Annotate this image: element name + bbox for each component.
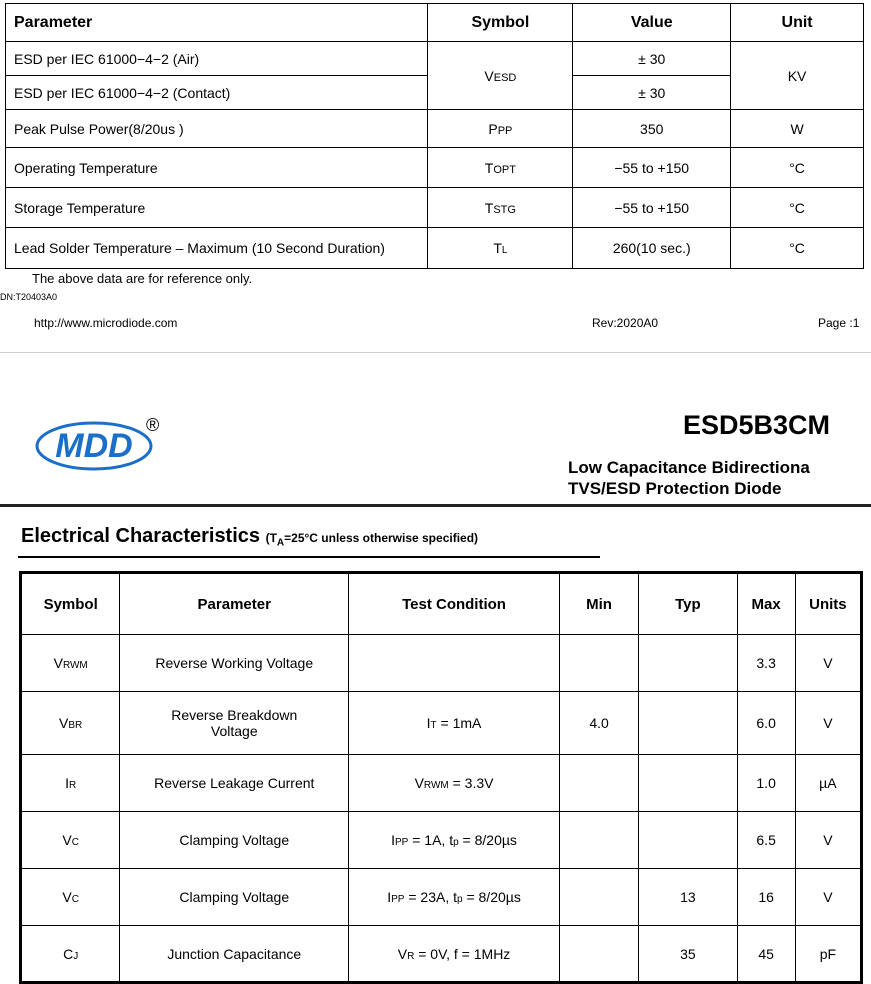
unit-cell: W xyxy=(731,110,864,148)
parameter-cell: Junction Capacitance xyxy=(120,926,349,983)
parameter-cell: Reverse Leakage Current xyxy=(120,755,349,812)
unit-cell: pF xyxy=(795,926,861,983)
typ-cell xyxy=(639,692,737,755)
value-cell: 350 xyxy=(573,110,731,148)
unit-cell: °C xyxy=(731,228,864,269)
page-number: Page :1 xyxy=(818,316,860,330)
parameter-cell: Clamping Voltage xyxy=(120,812,349,869)
test-cell: VR = 0V, f = 1MHz xyxy=(349,926,560,983)
symbol-cell: VC xyxy=(21,812,120,869)
max-cell: 6.5 xyxy=(737,812,795,869)
symbol-cell: PPP xyxy=(428,110,573,148)
max-cell: 1.0 xyxy=(737,755,795,812)
section-underline xyxy=(18,556,600,558)
unit-cell: KV xyxy=(731,42,864,110)
product-subtitle-2: TVS/ESD Protection Diode xyxy=(568,479,782,498)
typ-cell: 35 xyxy=(639,926,737,983)
registered-mark: ® xyxy=(146,415,160,435)
ratings-table xyxy=(5,3,864,269)
symbol-cell: VESD xyxy=(428,42,573,110)
value-cell: 260(10 sec.) xyxy=(573,228,731,269)
max-cell: 16 xyxy=(737,869,795,926)
test-cell: IPP = 1A, tp = 8/20µs xyxy=(349,812,560,869)
part-number-title: ESD5B3CM xyxy=(683,410,831,440)
param-cell: Peak Pulse Power(8/20us ) xyxy=(6,110,428,148)
param-cell: Storage Temperature xyxy=(6,188,428,228)
unit-cell: V xyxy=(795,635,861,692)
header-units: Units xyxy=(795,573,861,635)
mdd-logo xyxy=(34,420,154,477)
max-cell: 45 xyxy=(737,926,795,983)
unit-cell: µA xyxy=(795,755,861,812)
value-cell: ± 30 xyxy=(573,42,731,76)
symbol-cell: VRWM xyxy=(21,635,120,692)
symbol-cell: IR xyxy=(21,755,120,812)
symbol-cell: TOPT xyxy=(428,148,573,188)
table-header-row xyxy=(21,573,862,635)
unit-cell: V xyxy=(795,869,861,926)
symbol-cell: TSTG xyxy=(428,188,573,228)
table-row xyxy=(21,869,862,926)
revision: Rev:2020A0 xyxy=(592,316,659,330)
min-cell: 4.0 xyxy=(559,692,638,755)
value-cell: −55 to +150 xyxy=(573,188,731,228)
svg-text:MDD: MDD xyxy=(55,427,133,465)
symbol-cell: CJ xyxy=(21,926,120,983)
max-cell: 6.0 xyxy=(737,692,795,755)
unit-cell: °C xyxy=(731,188,864,228)
unit-cell: V xyxy=(795,812,861,869)
symbol-cell: VBR xyxy=(21,692,120,755)
product-subtitle: Low Capacitance Bidirectiona xyxy=(568,458,810,477)
max-cell: 3.3 xyxy=(737,635,795,692)
header-unit: Unit xyxy=(731,4,864,42)
typ-cell xyxy=(639,812,737,869)
header-symbol: Symbol xyxy=(21,573,120,635)
min-cell xyxy=(559,635,638,692)
section-title: Electrical Characteristics ($T_A=25^\circ C$ unless otherwise specified) xyxy=(21,525,479,549)
table-row xyxy=(21,812,862,869)
parameter-cell: Reverse Breakdown Voltage xyxy=(120,692,349,755)
param-cell: Operating Temperature xyxy=(6,148,428,188)
table-row xyxy=(21,926,862,983)
param-cell: ESD per IEC 61000−4−2 (Air) xyxy=(6,42,428,76)
symbol-cell: TL xyxy=(428,228,573,269)
min-cell xyxy=(559,926,638,983)
electrical-characteristics-table xyxy=(19,571,863,984)
param-cell: ESD per IEC 61000−4−2 (Contact) xyxy=(6,76,428,110)
header-max: Max xyxy=(737,573,795,635)
header-typ: Typ xyxy=(639,573,737,635)
header-test-condition: Test Condition xyxy=(349,573,560,635)
parameter-cell: Reverse Working Voltage xyxy=(120,635,349,692)
test-cell xyxy=(349,635,560,692)
table-row xyxy=(21,755,862,812)
header-min: Min xyxy=(559,573,638,635)
reference-note: The above data are for reference only. xyxy=(32,271,253,286)
unit-cell: °C xyxy=(731,148,864,188)
min-cell xyxy=(559,812,638,869)
page-separator xyxy=(0,352,871,353)
table-row xyxy=(6,42,864,76)
symbol-cell: VC xyxy=(21,869,120,926)
header-value: Value xyxy=(573,4,731,42)
table-row xyxy=(6,110,864,148)
table-row xyxy=(6,228,864,269)
header-symbol: Symbol xyxy=(428,4,573,42)
param-cell: Lead Solder Temperature – Maximum (10 Second Duration) xyxy=(6,228,428,269)
value-cell: ± 30 xyxy=(573,76,731,110)
header-parameter: Parameter xyxy=(120,573,349,635)
table-row xyxy=(21,635,862,692)
test-cell: IPP = 23A, tp = 8/20µs xyxy=(349,869,560,926)
document-number: DN:T20403A0 xyxy=(0,292,58,302)
table-row xyxy=(6,188,864,228)
header-rule xyxy=(0,504,871,507)
unit-cell: V xyxy=(795,692,861,755)
website-link[interactable]: http://www.microdiode.com xyxy=(34,316,178,330)
test-cell: IT = 1mA xyxy=(349,692,560,755)
value-cell: −55 to +150 xyxy=(573,148,731,188)
parameter-cell: Clamping Voltage xyxy=(120,869,349,926)
table-row xyxy=(21,692,862,755)
typ-cell xyxy=(639,635,737,692)
min-cell xyxy=(559,869,638,926)
min-cell xyxy=(559,755,638,812)
table-header-row xyxy=(6,4,864,42)
header-parameter: Parameter xyxy=(6,4,428,42)
typ-cell xyxy=(639,755,737,812)
table-row xyxy=(6,148,864,188)
test-cell: VRWM = 3.3V xyxy=(349,755,560,812)
typ-cell: 13 xyxy=(639,869,737,926)
